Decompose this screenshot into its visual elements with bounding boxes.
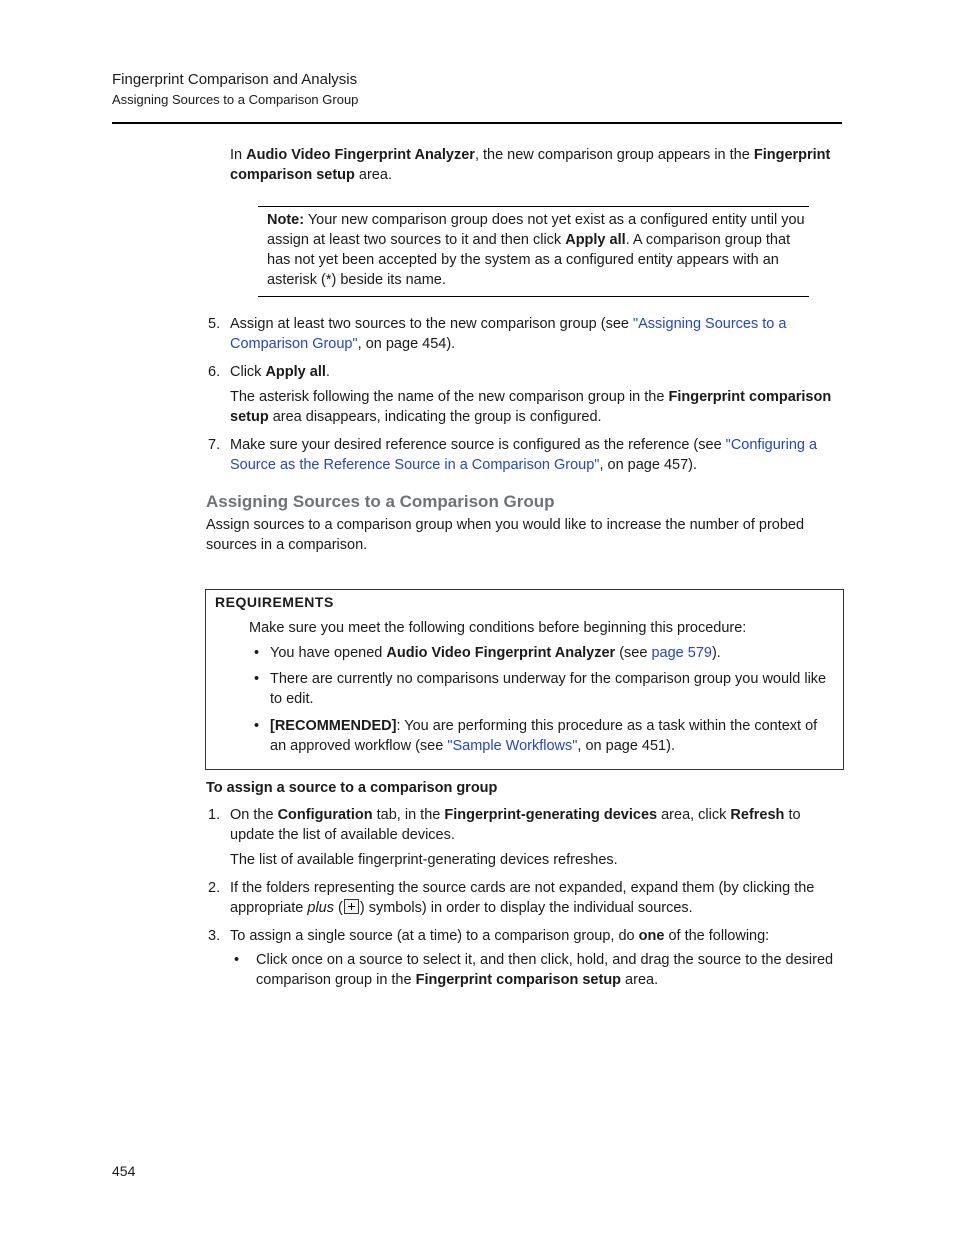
bullet-icon: • [254, 718, 260, 734]
header-rule [112, 122, 842, 124]
req-3-bold-1: [RECOMMENDED] [270, 718, 397, 734]
step-6-result [230, 387, 840, 427]
section-heading: Assigning Sources to a Comparison Group [206, 492, 555, 511]
requirements-intro: Make sure you meet the following conditions before beginning this procedure: [249, 620, 747, 636]
proc-3-text-1: To assign a single source (at a time) to a comparison group, do [230, 928, 639, 944]
requirement-item-3 [270, 716, 836, 756]
step-6-text [230, 362, 840, 382]
proc-1-bold-1: Configuration [277, 807, 373, 823]
requirements-title: REQUIREMENTS [215, 594, 334, 610]
assigning-sources-link[interactable]: "Assigning Sources to a Comparison Group" [230, 316, 787, 352]
proc-1-text-2: tab, in the [372, 807, 445, 823]
proc-1-bold-2: Fingerprint-generating devices [444, 807, 658, 823]
proc-step-1-text [230, 805, 840, 845]
note-box [258, 206, 809, 297]
proc-3-text-2: of the following: [664, 928, 770, 944]
running-header-subtitle: Assigning Sources to a Comparison Group [112, 92, 359, 107]
note-label: Note: [267, 212, 305, 228]
page-number: 454 [112, 1163, 136, 1179]
sample-workflows-link[interactable]: "Sample Workflows" [447, 738, 578, 754]
step-7-text-2: , on page 457). [599, 457, 698, 473]
intro-text-2: , the new comparison group appears in the [474, 147, 754, 163]
step-6-text-2: . [325, 364, 330, 380]
configuring-reference-link[interactable]: "Configuring a Source as the Reference Source in a Comparison Group" [230, 437, 818, 473]
proc-3-item-text-2: area. [621, 972, 659, 988]
proc-step-3-option [256, 950, 840, 990]
proc-1-bold-3: Refresh [730, 807, 785, 823]
req-1-text-3: ). [711, 645, 721, 661]
req-1-bold-1: Audio Video Fingerprint Analyzer [386, 645, 616, 661]
requirements-box [205, 589, 844, 770]
requirement-item-1 [270, 643, 836, 663]
step-6-result-text-2: area disappears, indicating the group is configured. [268, 409, 602, 425]
step-number: 5. [208, 316, 221, 332]
proc-2-text-2: ( [334, 900, 343, 916]
note-bold-1: Apply all [565, 232, 626, 248]
procedure-heading: To assign a source to a comparison group [206, 780, 498, 796]
step-number: 1. [208, 807, 221, 823]
bullet-icon: • [254, 671, 260, 687]
step-5-text-2: , on page 454). [357, 336, 456, 352]
intro-bold-1: Audio Video Fingerprint Analyzer [246, 147, 475, 163]
intro-bold-2: Fingerprint comparison setup [230, 147, 831, 183]
intro-paragraph [230, 145, 840, 185]
req-1-text-1: You have opened [270, 645, 387, 661]
intro-text-3: area. [354, 167, 392, 183]
proc-1-text-3: area, click [657, 807, 731, 823]
proc-2-italic-1: plus [307, 900, 334, 916]
proc-2-text-1: If the folders representing the source cards are not expanded, expand them (by clicking the appropriate [230, 880, 815, 916]
bullet-icon: • [254, 645, 260, 661]
step-number: 7. [208, 437, 221, 453]
step-7-text-1: Make sure your desired reference source is configured as the reference (see [230, 437, 726, 453]
requirement-item-2: There are currently no comparisons underway for the comparison group you would like to edit. [270, 671, 827, 707]
proc-1-text-4: to update the list of available devices. [230, 807, 801, 843]
proc-step-2-text [230, 878, 840, 918]
step-5-text [230, 314, 840, 354]
step-number: 2. [208, 880, 221, 896]
proc-step-3-text [230, 926, 840, 946]
running-header-title: Fingerprint Comparison and Analysis [112, 71, 358, 88]
proc-step-1-result: The list of available fingerprint-generating devices refreshes. [230, 852, 618, 868]
note-text [267, 210, 809, 290]
bullet-icon: • [234, 952, 240, 968]
note-text-2: . A comparison group that has not yet been accepted by the system as a configured entity appears with an asterisk (*) beside its name. [267, 232, 791, 288]
proc-1-text-1: On the [230, 807, 278, 823]
intro-text-1: In [230, 147, 247, 163]
step-number: 3. [208, 928, 221, 944]
page-579-link[interactable]: page 579 [651, 645, 712, 661]
note-text-1: Your new comparison group does not yet exist as a configured entity until you assign at least two sources to it and then click [267, 212, 805, 248]
step-6-result-bold-1: Fingerprint comparison setup [230, 389, 832, 425]
plus-icon [344, 899, 359, 914]
step-5-text-1: Assign at least two sources to the new comparison group (see [230, 316, 633, 332]
req-1-text-2: (see [615, 645, 652, 661]
proc-2-text-3: ) symbols) in order to display the individual sources. [359, 900, 693, 916]
step-number: 6. [208, 364, 221, 380]
section-body: Assign sources to a comparison group when you would like to increase the number of probed sources in a comparison. [206, 517, 805, 553]
step-7-text [230, 435, 840, 475]
step-6-text-1: Click [230, 364, 266, 380]
proc-3-item-bold-1: Fingerprint comparison setup [415, 972, 622, 988]
req-3-text-2: , on page 451). [577, 738, 675, 754]
proc-3-bold-1: one [638, 928, 665, 944]
proc-3-item-text-1: Click once on a source to select it, and then click, hold, and drag the source to the desired comparison group in the [256, 952, 834, 988]
step-6-result-text-1: The asterisk following the name of the new comparison group in the [230, 389, 669, 405]
req-3-text-1: : You are performing this procedure as a task within the context of an approved workflow (see [270, 718, 818, 754]
step-6-bold-1: Apply all [265, 364, 326, 380]
